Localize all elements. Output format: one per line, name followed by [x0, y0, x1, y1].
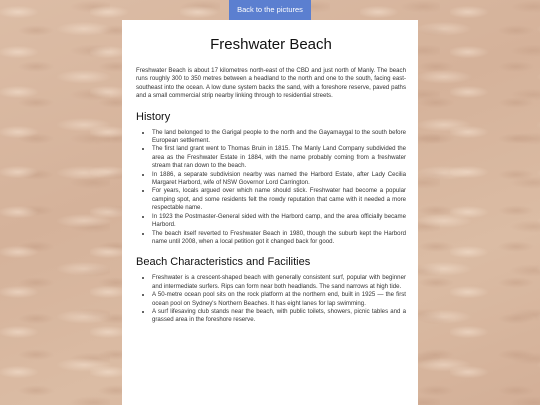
history-item: • The beach itself reverted to Freshwater Beach in 1980, though the suburb kept the Harbord name until 2008, when a local petition got it changed back for good.	[152, 230, 406, 247]
facilities-item: • A 50-metre ocean pool sits on the rock platform at the northern end, built in 1925 — the first ocean pool on Sydney's Northern Beaches. It has eight lanes for lap swimming.	[152, 291, 406, 308]
facilities-item: • Freshwater is a crescent-shaped beach with generally consistent surf, popular with beginner and intermediate surfers. Rips can form near both headlands. The sand narrows at high tide.	[152, 274, 406, 291]
page-title: Freshwater Beach	[210, 36, 332, 53]
history-item: • For years, locals argued over which name should stick. Freshwater had become a popular camping spot, and some residents felt the rowdy reputation that came with it needed a more respectable name.	[152, 187, 406, 212]
facilities-list	[136, 274, 406, 324]
facilities-item: • A surf lifesaving club stands near the beach, with public toilets, showers, picnic tables and a grassed area in the foreshore reserve.	[152, 308, 406, 325]
article-card	[122, 20, 418, 405]
history-item: • In 1886, a separate subdivision nearby was named the Harbord Estate, after Lady Cecilia Margaret Harbord, wife of NSW Governor Lord Carrington.	[152, 171, 406, 188]
history-heading: History	[136, 110, 171, 123]
history-item: • The land belonged to the Garigal people to the north and the Gayamaygal to the south before European settlement.	[152, 129, 406, 146]
back-to-pictures-button[interactable]: Back to the pictures	[229, 0, 311, 20]
top-bar	[0, 0, 540, 20]
history-list	[136, 129, 406, 247]
intro-paragraph: Freshwater Beach is about 17 kilometres north-east of the CBD and just north of Manly. The beach runs roughly 300 to 350 metres between a headland to the north and one to the south, facing east-southeast into the ocean. A low dune system backs the sand, with a foreshore reserve, paved paths and a small commercial strip nearby linking through to residential streets.	[136, 67, 406, 100]
facilities-heading: Beach Characteristics and Facilities	[136, 256, 311, 269]
history-item: • The first land grant went to Thomas Bruin in 1815. The Manly Land Company subdivided the area as the Freshwater Estate in 1884, with the name probably coming from a freshwater stream that ran down to the beach.	[152, 145, 406, 170]
article-content	[122, 36, 418, 325]
history-item: • In 1923 the Postmaster-General sided with the Harbord camp, and the area officially became Harbord.	[152, 213, 406, 230]
